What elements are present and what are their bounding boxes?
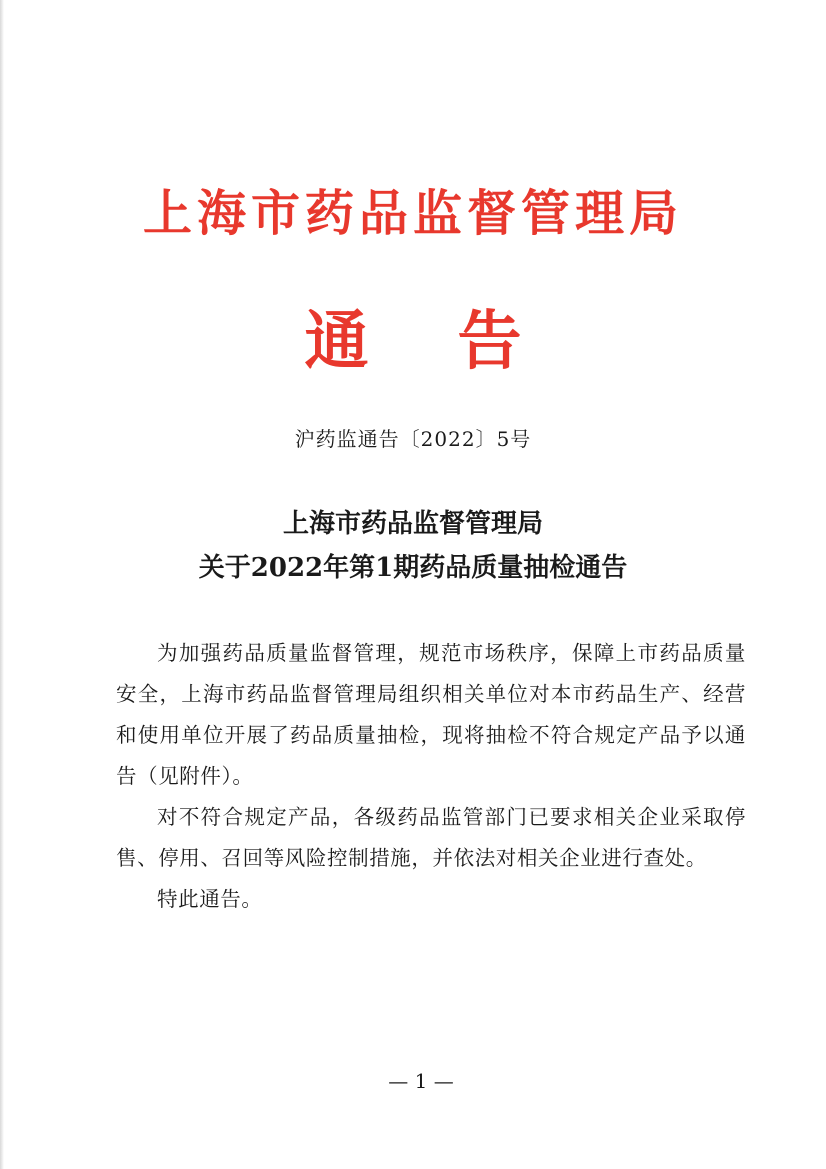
body-paragraph-1: 为加强药品质量监督管理，规范市场秩序，保障上市药品质量安全，上海市药品监督管理局组织相关单位对本市药品生产、经营和使用单位开展了药品质量抽检，现将抽检不符合规定产品予以通告（见附件）。 (116, 641, 746, 788)
body-paragraph-2: 对不符合规定产品，各级药品监管部门已要求相关企业采取停售、停用、召回等风险控制措施，并依法对相关企业进行查处。 (116, 805, 746, 870)
document-title (0, 502, 826, 590)
document-number: 沪药监通告〔2022〕5号 (294, 427, 532, 451)
document-type: 通 告 (304, 304, 522, 379)
body-paragraph-3: 特此通告。 (157, 887, 263, 911)
issuer-header: 上海市药品监督管理局 (142, 184, 683, 242)
title-line-1: 上海市药品监督管理局 (282, 509, 543, 539)
page-number: — 1 — (388, 1069, 454, 1093)
document-body (116, 633, 746, 920)
title-line-2: 关于2022年第1期药品质量抽检通告 (198, 553, 628, 583)
